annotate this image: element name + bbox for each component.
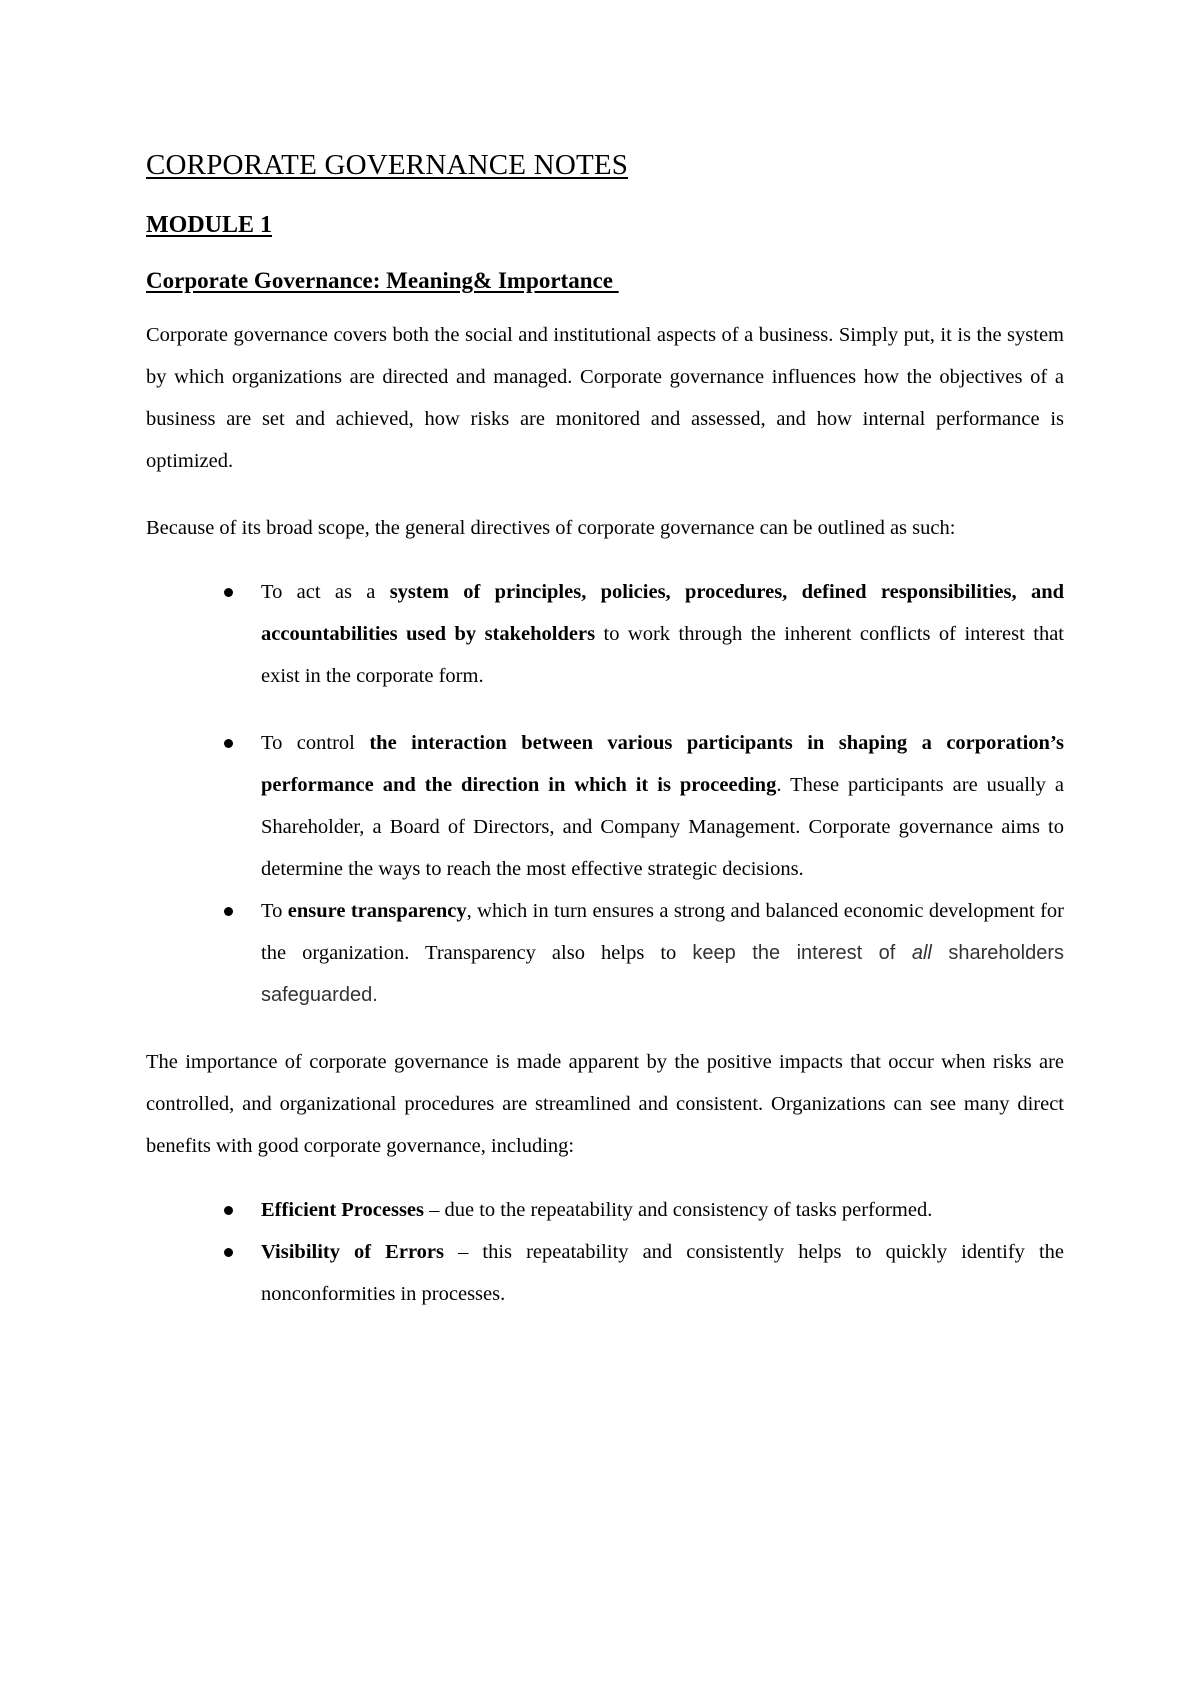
directive-lead: To act as a: [261, 581, 390, 603]
bullet-icon: [224, 739, 233, 748]
list-item: [146, 1231, 1064, 1315]
bullet-icon: [224, 1206, 233, 1215]
document-title: CORPORATE GOVERNANCE NOTES: [146, 149, 629, 181]
directives-list: [146, 571, 1064, 1016]
benefits-list: [146, 1189, 1064, 1315]
directive-tail-a: keep the interest of: [692, 942, 912, 964]
directive-tail-italic: all: [911, 942, 932, 964]
list-item: [146, 890, 1064, 1016]
bullet-icon: [224, 1248, 233, 1257]
directive-rest: . These participants are usually a Shareholder, a Board of Directors, and Company Management. Corporate governance aims to determine the ways to reach the most effective strategic decisions.: [261, 774, 1064, 880]
directive-lead: To control: [261, 732, 370, 754]
directive-lead: To: [261, 900, 288, 922]
list-item: [146, 1189, 1064, 1231]
directive-bold: system of principles, policies, procedures, defined responsibilities, and accountabilities used by stakeholders: [261, 581, 1064, 645]
list-item: [146, 722, 1064, 890]
benefit-bold: Visibility of Errors: [261, 1241, 445, 1263]
section-heading: Corporate Governance: Meaning& Importance: [146, 268, 619, 293]
directive-rest: to work through the inherent conflicts of interest that exist in the corporate form.: [261, 623, 1065, 687]
paragraph-meaning: Corporate governance covers both the social and institutional aspects of a business. Simply put, it is the system by which organizations are directed and managed. Corporate governance influences how the objectives of a business are set and achieved, how risks are monitored and assessed, and how internal performance is optimized.: [146, 324, 1064, 472]
directive-bold: ensure transparency: [287, 900, 467, 922]
benefit-rest: – this repeatability and consistently helps to quickly identify the nonconformities in processes.: [261, 1241, 1064, 1305]
bullet-icon: [224, 588, 233, 597]
list-item: [146, 571, 1064, 697]
document-body: [146, 148, 1064, 1315]
module-heading: MODULE 1: [146, 212, 272, 238]
paragraph-importance: The importance of corporate governance is made apparent by the positive impacts that occur when risks are controlled, and organizational procedures are streamlined and consistent. Organizations can see many direct benefits with good corporate governance, including:: [146, 1051, 1064, 1157]
benefit-bold: Efficient Processes: [261, 1199, 424, 1221]
paragraph-scope: Because of its broad scope, the general directives of corporate governance can be outlined as such:: [146, 517, 956, 539]
bullet-icon: [224, 907, 233, 916]
directive-rest: , which in turn ensures a strong and balanced economic development for the organization. Transparency also helps to: [261, 900, 1065, 964]
benefit-rest: – due to the repeatability and consistency of tasks performed.: [424, 1199, 933, 1221]
directive-bold: the interaction between various participants in shaping a corporation’s performance and the direction in which it is proceeding: [261, 732, 1064, 796]
directive-tail-b: shareholders safeguarded.: [261, 942, 1064, 1006]
